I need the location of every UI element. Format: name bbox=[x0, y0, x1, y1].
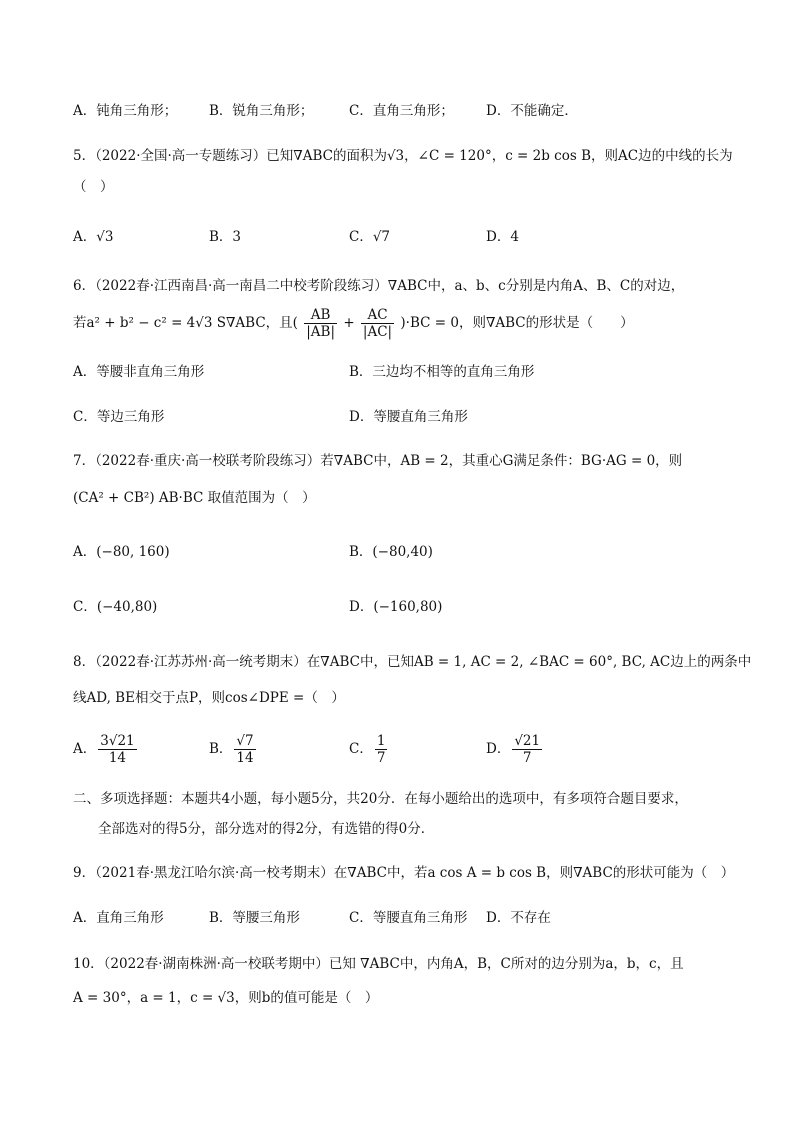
q6-option-a: A．等腰非直角三角形 bbox=[73, 364, 205, 380]
q10-line2: A = 30°，a = 1，c = √3，则b的值可能是（ ） bbox=[73, 990, 379, 1006]
q7-option-b: B．(−80,40) bbox=[349, 544, 433, 560]
q6-fraction-ac: $\frac{AC}{|AC|}$ bbox=[362, 307, 393, 340]
q6-condition-pre: 若a² + b² − c² = 4√3 S∇ABC，且( bbox=[73, 315, 298, 331]
q8-option-d: D． $\frac{√21}{7}$ bbox=[486, 733, 541, 766]
section-2-line1: 二、多项选择题：本题共4小题，每小题5分，共20分．在每小题给出的选项中，有多项符合题目要求， bbox=[73, 791, 688, 807]
q6-option-c: C．等边三角形 bbox=[73, 409, 165, 425]
q10-stem: 10．（2022春·湖南株洲·高一校联考期中）已知 ∇ABC中，内角A，B，C所对的边分别为a，b，c，且 bbox=[73, 956, 684, 972]
q6-plus: + bbox=[343, 315, 355, 331]
q7-stem: 7．（2022春·重庆·高一校联考阶段练习）若∇ABC中，AB = 2，其重心G满足条件：BG·AG = 0，则 bbox=[73, 453, 683, 469]
q4-option-b: B．锐角三角形； bbox=[209, 103, 314, 119]
q9-option-b: B．等腰三角形 bbox=[209, 910, 300, 926]
q5-option-d: D．4 bbox=[486, 229, 519, 245]
q8-option-a: A． $\frac{3√21}{14}$ bbox=[73, 733, 135, 766]
q6-condition bbox=[73, 306, 634, 340]
section-2-line2: 全部选对的得5分，部分选对的得2分，有选错的得0分． bbox=[98, 821, 435, 837]
q4-option-d: D．不能确定． bbox=[486, 103, 578, 119]
q8-line2: 线AD, BE相交于点P，则cos∠DPE =（ ） bbox=[73, 690, 345, 706]
q5-stem: 5．（2022·全国·高一专题练习）已知∇ABC的面积为√3，∠C = 120°，c = 2b cos B，则AC边的中线的长为 bbox=[73, 148, 733, 164]
q6-stem: 6．（2022春·江西南昌·高一南昌二中校考阶段练习）∇ABC中，a、b、c分别是内角A、B、C的对边， bbox=[73, 278, 685, 294]
q9-option-a: A．直角三角形 bbox=[73, 910, 164, 926]
q9-option-c: C．等腰直角三角形 bbox=[349, 910, 468, 926]
q6-option-d: D．等腰直角三角形 bbox=[349, 409, 468, 425]
q9-option-d: D．不存在 bbox=[486, 910, 551, 926]
q9-stem: 9．（2021春·黑龙江哈尔滨·高一校考期末）在∇ABC中，若a cos A = b cos B，则∇ABC的形状可能为（ ） bbox=[73, 865, 735, 881]
q7-option-c: C．(−40,80) bbox=[73, 599, 158, 615]
q8-option-b: B． $\frac{√7}{14}$ bbox=[209, 733, 254, 766]
q5-paren: （ ） bbox=[73, 179, 114, 195]
q6-condition-post: )·BC = 0，则∇ABC的形状是（ ） bbox=[400, 315, 634, 331]
q4-option-c: C．直角三角形； bbox=[349, 103, 454, 119]
q5-option-a: A．√3 bbox=[73, 229, 114, 245]
q6-fraction-ab: $\frac{AB}{|AB|}$ bbox=[306, 307, 336, 340]
q8-option-c: C． $\frac{1}{7}$ bbox=[349, 733, 386, 766]
q7-option-d: D．(−160,80) bbox=[349, 599, 443, 615]
q6-option-b: B．三边均不相等的直角三角形 bbox=[349, 364, 535, 380]
q5-option-b: B．3 bbox=[209, 229, 242, 245]
q7-line2: (CA² + CB²) AB·BC 取值范围为（ ） bbox=[73, 490, 316, 506]
q8-stem: 8．（2022春·江苏苏州·高一统考期末）在∇ABC中，已知AB = 1, AC = 2, ∠BAC = 60°, BC, AC边上的两条中 bbox=[73, 654, 752, 670]
q7-option-a: A．(−80, 160) bbox=[73, 544, 170, 560]
q4-option-a: A．钝角三角形； bbox=[73, 103, 178, 119]
q5-option-c: C．√7 bbox=[349, 229, 391, 245]
